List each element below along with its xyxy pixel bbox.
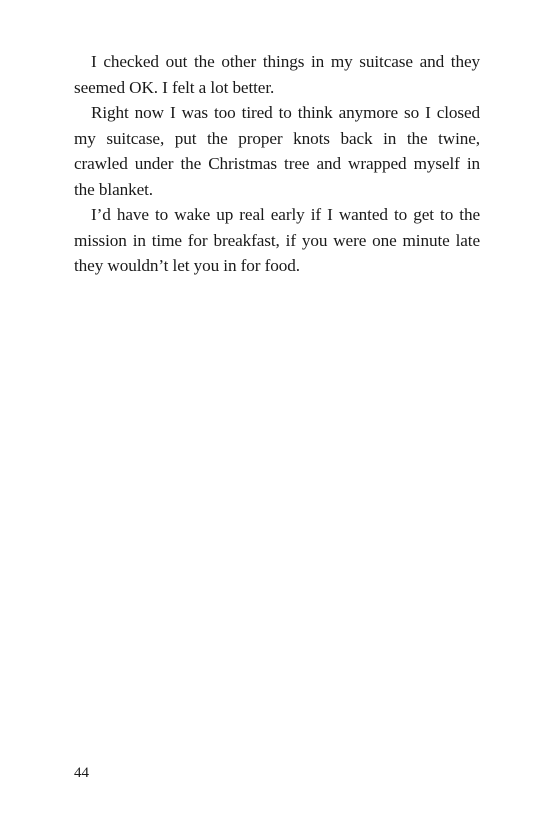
body-text (74, 49, 480, 279)
page-number: 44 (74, 765, 89, 781)
paragraph: I’d have to wake up real early if I wanted to get to the mission in time for breakfast, if you were one minute late they wouldn’t let you in for food. (74, 205, 480, 275)
paragraph: Right now I was too tired to think anymore so I closed my suitcase, put the proper knots back in the twine, crawled under the Christmas tree and wrapped myself in the blanket. (74, 103, 480, 199)
paragraph: I checked out the other things in my suitcase and they seemed OK. I felt a lot better. (74, 52, 480, 97)
